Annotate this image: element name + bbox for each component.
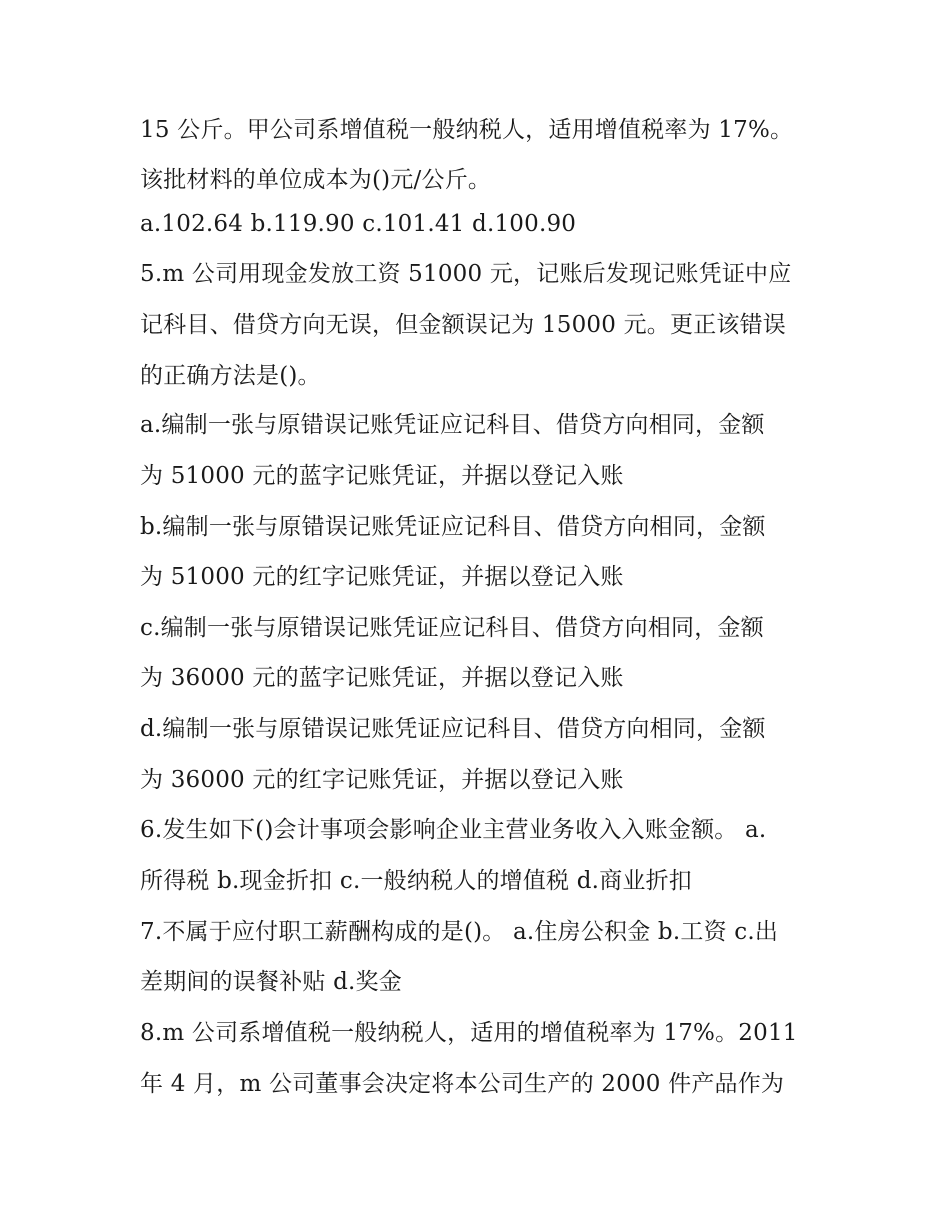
text-line-3: a.102.64 b.119.90 c.101.41 d.100.90 [140, 211, 577, 237]
text-line-17: 7.不属于应付职工薪酬构成的是()。 a.住房公积金 b.工资 c.出 [140, 919, 779, 945]
text-line-12: 为 36000 元的蓝字记账凭证，并据以登记入账 [140, 665, 624, 691]
text-line-14: 为 36000 元的红字记账凭证，并据以登记入账 [140, 767, 624, 793]
text-line-1: 15 公斤。甲公司系增值税一般纳税人，适用增值税率为 17%。 [140, 117, 794, 143]
text-line-19: 8.m 公司系增值税一般纳税人，适用的增值税率为 17%。2011 [140, 1020, 798, 1046]
text-line-4: 5.m 公司用现金发放工资 51000 元，记账后发现记账凭证中应 [140, 261, 792, 287]
text-line-6: 的正确方法是()。 [140, 363, 321, 389]
text-line-8: 为 51000 元的蓝字记账凭证，并据以登记入账 [140, 463, 624, 489]
text-line-7: a.编制一张与原错误记账凭证应记科目、借贷方向相同，金额 [140, 412, 765, 438]
text-line-10: 为 51000 元的红字记账凭证，并据以登记入账 [140, 564, 624, 590]
text-line-9: b.编制一张与原错误记账凭证应记科目、借贷方向相同，金额 [140, 514, 766, 540]
text-line-2: 该批材料的单位成本为()元/公斤。 [140, 167, 492, 193]
text-line-18: 差期间的误餐补贴 d.奖金 [140, 969, 402, 995]
text-line-11: c.编制一张与原错误记账凭证应记科目、借贷方向相同，金额 [140, 615, 764, 641]
text-line-13: d.编制一张与原错误记账凭证应记科目、借贷方向相同，金额 [140, 716, 766, 742]
text-line-15: 6.发生如下()会计事项会影响企业主营业务收入入账金额。 a. [140, 817, 767, 843]
text-line-20: 年 4 月，m 公司董事会决定将本公司生产的 2000 件产品作为 [140, 1071, 785, 1097]
text-line-5: 记科目、借贷方向无误，但金额误记为 15000 元。更正该错误 [140, 312, 786, 338]
text-line-16: 所得税 b.现金折扣 c.一般纳税人的增值税 d.商业折扣 [140, 868, 692, 894]
